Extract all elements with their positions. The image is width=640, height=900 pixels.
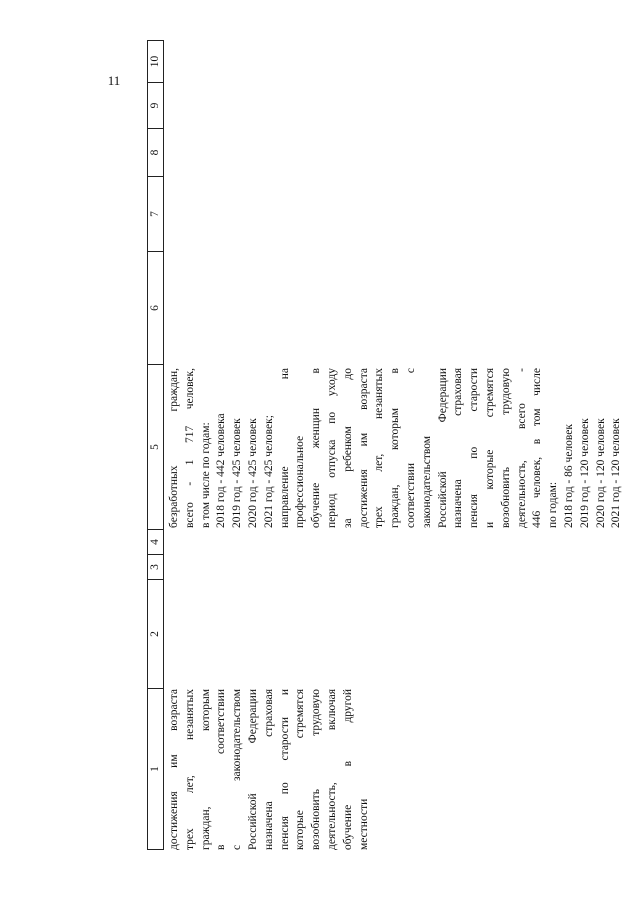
text-line: с законодательством xyxy=(231,689,244,850)
column-header-4: 4 xyxy=(147,530,164,555)
text-line: местности xyxy=(357,798,370,850)
text-line: за ребенком до xyxy=(341,368,354,528)
text-line: безработных граждан, xyxy=(168,368,180,528)
text-line: пенсия по старости и xyxy=(278,689,291,850)
text-line: граждан, которым xyxy=(199,689,212,850)
text-line: 2019 год - 425 человек xyxy=(231,418,244,528)
cell-column-5 xyxy=(167,368,625,528)
column-header-1: 1 xyxy=(147,689,164,850)
column-header-7: 7 xyxy=(147,177,164,252)
text-line: период отпуска по уходу xyxy=(325,368,338,528)
text-line: в соответствии xyxy=(215,689,228,850)
page-number: 11 xyxy=(107,73,121,88)
text-line: деятельность, всего - xyxy=(515,368,528,528)
text-line: 2018 год - 86 человек xyxy=(562,424,575,528)
text-line: возобновить трудовую xyxy=(310,689,323,850)
text-line: возобновить трудовую xyxy=(499,368,512,528)
text-line: обучение женщин в xyxy=(310,368,323,528)
text-line: и которые стремятся xyxy=(483,368,496,528)
text-line: назначена страховая xyxy=(262,689,275,850)
text-line: достижения им возраста xyxy=(168,689,180,850)
column-header-2: 2 xyxy=(147,580,164,689)
text-line: 2019 год - 120 человек xyxy=(578,418,591,528)
text-line: 446 человек, в том числе xyxy=(531,368,544,528)
column-header-3: 3 xyxy=(147,555,164,580)
cell-column-1 xyxy=(167,689,372,850)
text-line: деятельность, включая xyxy=(325,689,338,850)
text-line: которые стремятся xyxy=(294,689,307,850)
text-line: пенсия по старости xyxy=(468,368,481,528)
text-line: назначена страховая xyxy=(452,368,465,528)
text-line: 2018 год - 442 человека xyxy=(215,413,228,528)
text-line: Российской Федерации xyxy=(436,368,449,528)
text-line: Российской Федерации xyxy=(246,689,259,850)
column-header-5: 5 xyxy=(147,365,164,530)
text-line: в том числе по годам: xyxy=(199,422,212,528)
text-line: всего - 1 717 человек, xyxy=(183,368,196,528)
column-header-9: 9 xyxy=(147,83,164,129)
text-line: 2020 год - 425 человек xyxy=(246,418,259,528)
column-header-8: 8 xyxy=(147,129,164,177)
text-line: соответствии с xyxy=(404,368,417,528)
document-page xyxy=(104,40,623,850)
text-line: 2020 год - 120 человек xyxy=(594,418,607,528)
text-line: 2021 год - 425 человек; xyxy=(262,415,275,528)
text-line: направление на xyxy=(278,368,291,528)
text-line: по годам: xyxy=(547,481,560,528)
text-line: 2021 год - 120 человек xyxy=(610,418,623,528)
text-line: трех лет, незанятых xyxy=(373,368,386,528)
column-header-10: 10 xyxy=(147,40,164,83)
text-line: граждан, которым в xyxy=(389,368,402,528)
text-line: законодательством xyxy=(420,435,433,528)
text-line: трех лет, незанятых xyxy=(183,689,196,850)
text-line: достижения им возраста xyxy=(357,368,370,528)
column-header-6: 6 xyxy=(147,252,164,365)
text-line: обучение в другой xyxy=(341,689,354,850)
text-line: профессиональное xyxy=(294,435,307,528)
